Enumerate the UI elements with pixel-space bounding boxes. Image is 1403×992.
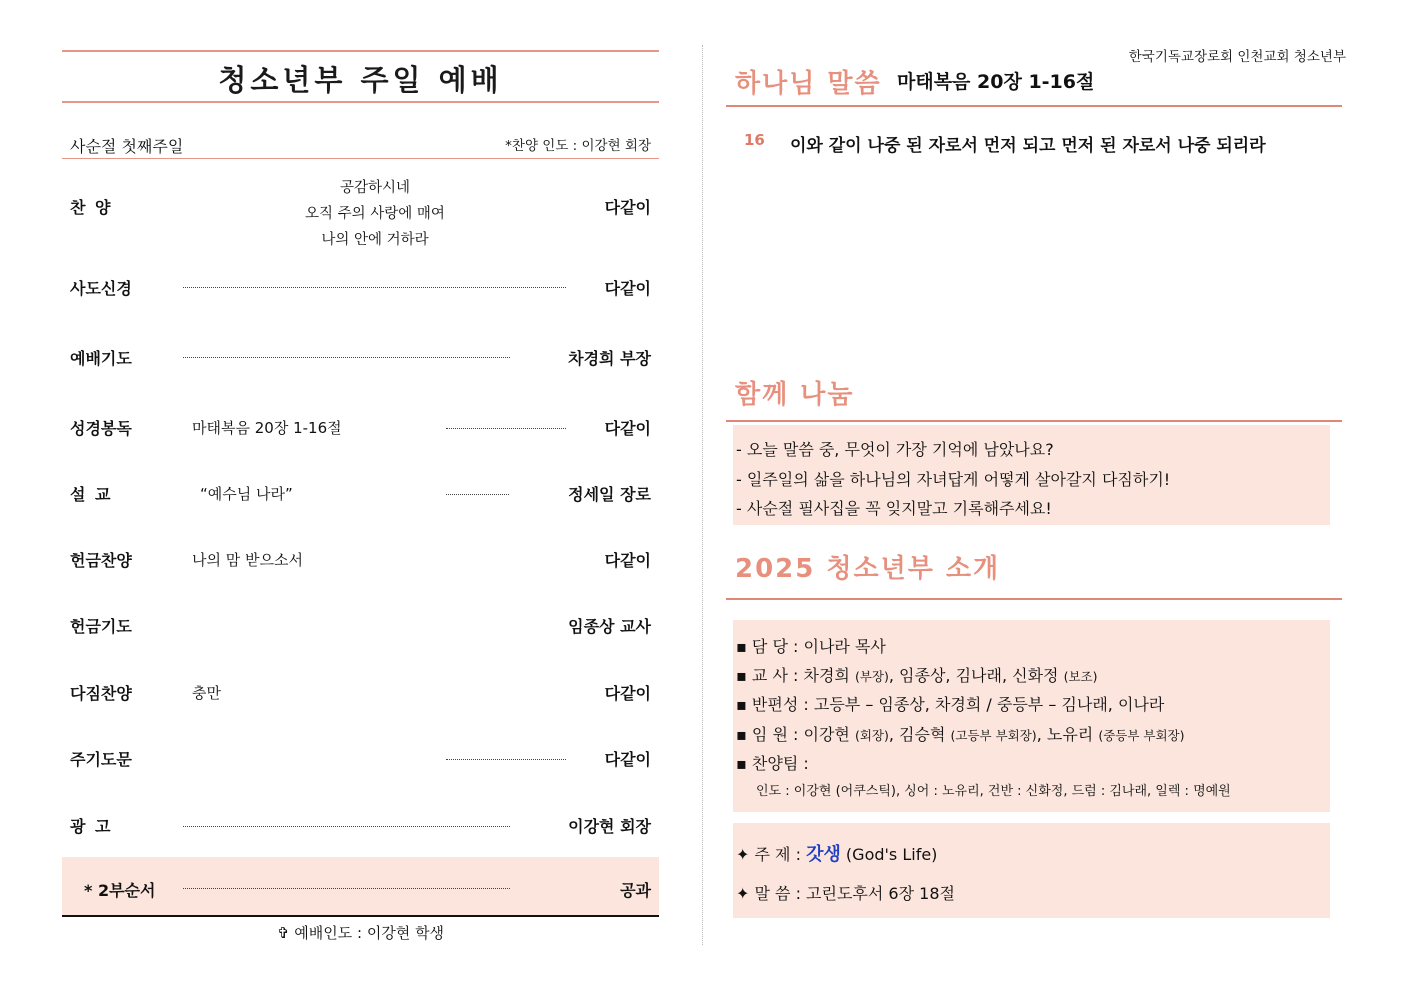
leader-dots [183,888,510,889]
theme-label: ✦ 주 제 : [736,845,807,864]
order-middle-offering-song: 나의 맘 받으소서 [192,551,303,569]
order-right-sermon: 정세일 장로 [568,485,651,504]
hymn-item: 오직 주의 사랑에 매여 [305,206,445,222]
order-label-sermon: 설 교 [70,485,113,504]
share-item: - 일주일의 삶을 하나님의 자녀답게 어떻게 살아갈지 다짐하기! [736,470,1171,489]
page-divider [702,45,703,945]
order-label-scripture: 성경봉독 [70,419,132,438]
intro-pastor: ▪ 담 당 : 이나라 목사 [736,637,886,656]
leader-dots [446,759,566,760]
order-label-lords-prayer: 주기도문 [70,750,132,769]
intro-praise-team: ▪ 찬양팀 : [736,754,809,773]
order-right-creed: 다같이 [604,279,651,298]
title-bottom-rule [62,101,659,103]
share-heading: 함께 나눔 [735,380,855,410]
share-item: - 오늘 말씀 중, 무엇이 가장 기억에 남았나요? [736,440,1054,459]
share-item: - 사순절 필사집을 꼭 잊지말고 기록해주세요! [736,499,1052,518]
verse-text: 이와 같이 나중 된 자로서 먼저 되고 먼저 된 자로서 나중 되리라 [790,136,1266,156]
order-label-offering-prayer: 헌금기도 [70,617,132,636]
order-right-offering-song: 다같이 [604,551,651,570]
order-right-offering-prayer: 임종상 교사 [568,617,651,636]
leader-dots [446,428,566,429]
order-label-offering-song: 헌금찬양 [70,551,132,570]
page-title: 청소년부 주일 예배 [218,63,503,97]
verse-number: 16 [744,131,765,149]
theme-title: 갓생 [806,844,841,865]
church-name: 한국기독교장로회 인천교회 청소년부 [1128,49,1346,65]
intro-rule [726,598,1342,600]
intro-note: (회장) [854,728,889,743]
intro-text: , 노유리 [1036,725,1099,744]
order-label-commitment-song: 다짐찬양 [70,684,132,703]
intro-teachers [736,663,1097,686]
bottom-rule [62,915,659,917]
season-label: 사순절 첫째주일 [70,137,184,156]
intro-text: , 김승혁 [888,725,951,744]
order-right-announcements: 이강현 회장 [568,817,651,836]
order-middle-commitment-song: 충만 [192,684,221,702]
leader-dots [183,357,510,358]
leader-dots [446,494,509,495]
order-right-prayer: 차경희 부장 [568,349,651,368]
theme-verse: ✦ 말 씀 : 고린도후서 6장 18절 [736,884,955,903]
theme-subtitle: (God's Life) [840,845,938,864]
intro-text: ▪ 임 원 : 이강현 [736,725,855,744]
order-right-part2: 공과 [620,881,651,900]
order-right-scripture: 다같이 [604,419,651,438]
worship-leader-footer: ✞ 예배인도 : 이강현 학생 [276,924,445,942]
praise-lead: *찬양 인도 : 이강현 회장 [505,138,651,154]
intro-note: (중등부 부회장) [1098,728,1185,743]
order-right-praise: 다같이 [604,198,651,217]
hymn-item: 공감하시네 [339,180,411,196]
intro-note: (부장) [854,669,889,684]
intro-note: (고등부 부회장) [950,728,1037,743]
order-label-announcements: 광 고 [70,817,113,836]
intro-heading: 2025 청소년부 소개 [735,554,1001,584]
intro-note: (보조) [1063,669,1098,684]
order-middle-scripture: 마태복음 20장 1-16절 [192,419,342,437]
hymn-item: 나의 안에 거하라 [321,232,429,248]
word-reference: 마태복음 20장 1-16절 [897,71,1095,93]
hymn-list [240,175,510,253]
order-label-creed: 사도신경 [70,279,132,298]
order-right-lords-prayer: 다같이 [604,750,651,769]
order-label-part2: * 2부순서 [84,881,156,900]
leader-dots [183,287,566,288]
share-rule [726,420,1342,422]
intro-officers [736,722,1185,745]
word-rule [726,105,1342,107]
order-label-praise: 찬 양 [70,198,113,217]
intro-classes: ▪ 반편성 : 고등부 – 임종상, 차경희 / 중등부 – 김나래, 이나라 [736,695,1165,714]
season-rule [62,158,659,159]
title-top-rule [62,50,659,52]
theme-line [736,840,937,866]
leader-dots [183,826,510,827]
order-right-commitment-song: 다같이 [604,684,651,703]
intro-text: ▪ 교 사 : 차경희 [736,666,855,685]
order-label-prayer: 예배기도 [70,349,132,368]
order-middle-sermon: “예수님 나라” [200,485,293,503]
word-heading: 하나님 말씀 [735,69,882,99]
intro-praise-team-members: 인도 : 이강현 (어쿠스틱), 싱어 : 노유리, 건반 : 신화정, 드럼 : 김나래, 일렉 : 명예원 [756,784,1231,799]
intro-text: , 임종상, 김나래, 신화정 [888,666,1064,685]
